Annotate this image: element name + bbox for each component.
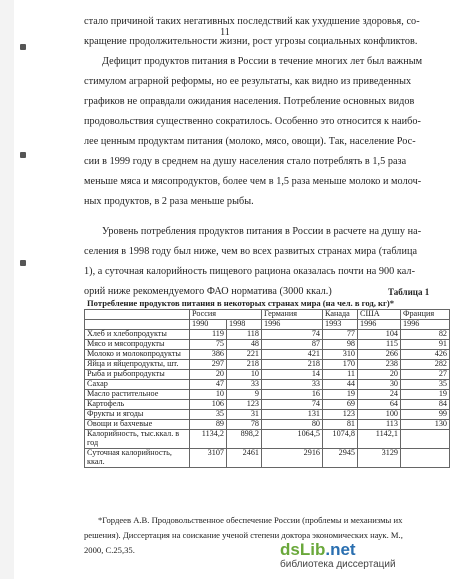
watermark-logo-main: dsLib: [280, 540, 326, 559]
table-cell: 48: [227, 340, 262, 350]
table-cell: 123: [323, 410, 358, 420]
table-cell: 16: [262, 390, 323, 400]
table-header-blank: [85, 310, 190, 320]
footnote-line: решения). Диссертация на соискание ученой степени доктора экономических наук. М.,: [84, 530, 403, 540]
table-row-label: Хлеб и хлебопродукты: [85, 330, 190, 340]
table-cell: 75: [190, 340, 227, 350]
table-cell: 69: [323, 400, 358, 410]
table-row-label: Молоко и молокопродукты: [85, 350, 190, 360]
table-year: 1990: [190, 320, 227, 330]
table-header-row: [85, 310, 450, 320]
table-cell: 84: [401, 400, 450, 410]
paragraph-line: лее ценным продуктам питания (молоко, мясо, овощи). Так, население Рос-: [84, 136, 416, 147]
consumption-table: [84, 309, 450, 468]
paragraph-line: графиков не оправдали ожидания населения. Потребление основных видов: [84, 96, 415, 107]
table-cell: 898,2: [227, 430, 262, 449]
table-cell: 78: [227, 420, 262, 430]
table-cell: 77: [323, 330, 358, 340]
table-cell: 35: [401, 380, 450, 390]
table-cell: 130: [401, 420, 450, 430]
table-row-label: Сахар: [85, 380, 190, 390]
table-cell: 2916: [262, 449, 323, 468]
table-cell: 47: [190, 380, 227, 390]
table-cell: 113: [358, 420, 401, 430]
table-cell: 3129: [358, 449, 401, 468]
watermark-logo-suffix: .net: [325, 540, 356, 559]
table-row-label: Калорийность, тыс.ккал. в год: [85, 430, 190, 449]
table-header-blank: [85, 320, 190, 330]
table-label: Таблица 1: [388, 287, 430, 297]
table-cell: 310: [323, 350, 358, 360]
table-body: [85, 330, 450, 468]
table-year: 1996: [401, 320, 450, 330]
table-cell: 82: [401, 330, 450, 340]
table-cell: 10: [227, 370, 262, 380]
table-cell: 218: [227, 360, 262, 370]
table-cell: 104: [358, 330, 401, 340]
table-cell: 2461: [227, 449, 262, 468]
table-row-label: Масло растительное: [85, 390, 190, 400]
table-caption: Потребление продуктов питания в некоторых странах мира (на чел. в год, кг)*: [87, 298, 395, 308]
footnote-line: 2000, С.25,35.: [84, 545, 135, 555]
paragraph-line: меньше мяса и мясопродуктов, более чем в 1,5 раза меньше молоко и молоч-: [84, 176, 422, 187]
table-cell: 115: [358, 340, 401, 350]
table-header-country: Россия: [190, 310, 262, 320]
paragraph-line: Уровень потребления продуктов питания в России в расчете на душу на-: [102, 226, 422, 237]
table-cell: 89: [190, 420, 227, 430]
table-year: 1996: [262, 320, 323, 330]
table-cell: 3107: [190, 449, 227, 468]
paragraph-line: селения в 1998 году был ниже, чем во всех развитых странах мира (таблица: [84, 246, 418, 257]
table-cell: 20: [358, 370, 401, 380]
table-cell: [401, 449, 450, 468]
table-cell: 24: [358, 390, 401, 400]
table-row: [85, 330, 450, 340]
paragraph-line: сии в 1999 году в среднем на душу населения стало потреблять в 1,5 раза: [84, 156, 407, 167]
table-cell: 1064,5: [262, 430, 323, 449]
paragraph-line: стало причиной таких негативных последствий как ухудшение здоровья, со-: [84, 16, 420, 27]
table-row: [85, 380, 450, 390]
table-cell: 19: [401, 390, 450, 400]
table-cell: 170: [323, 360, 358, 370]
table-cell: 30: [358, 380, 401, 390]
paragraph-line: продовольствия существенно сократилось. Особенно это относится к наибо-: [84, 116, 422, 127]
table-row: [85, 340, 450, 350]
table-row-label: Рыба и рыбопродукты: [85, 370, 190, 380]
table-cell: 99: [401, 410, 450, 420]
table-cell: 35: [190, 410, 227, 420]
paragraph-line: ных продуктов, в 2 раза меньше рыбы.: [84, 196, 254, 207]
table-row: [85, 360, 450, 370]
table-row: [85, 370, 450, 380]
table-year-row: [85, 320, 450, 330]
table-row: [85, 350, 450, 360]
table-row: [85, 420, 450, 430]
table-cell: 119: [190, 330, 227, 340]
table-cell: 426: [401, 350, 450, 360]
table-cell: 44: [323, 380, 358, 390]
table-header-country: Германия: [262, 310, 323, 320]
table-cell: 106: [190, 400, 227, 410]
table-cell: 297: [190, 360, 227, 370]
table-cell: 238: [358, 360, 401, 370]
table-row-label: Суточная калорийность, ккал.: [85, 449, 190, 468]
paragraph-line: Дефицит продуктов питания в России в течение многих лет был важным: [102, 56, 423, 67]
paragraph-line: стимулом аграрной реформы, но ее результаты, как видно из приведенных: [84, 76, 412, 87]
table-cell: 282: [401, 360, 450, 370]
table-header-country: США: [358, 310, 401, 320]
table-year: 1998: [227, 320, 262, 330]
table-cell: 64: [358, 400, 401, 410]
table-cell: 1134,2: [190, 430, 227, 449]
table-cell: 27: [401, 370, 450, 380]
binding-hole-mark: [20, 152, 26, 158]
table-cell: 2945: [323, 449, 358, 468]
table-cell: 100: [358, 410, 401, 420]
table-cell: 118: [227, 330, 262, 340]
table-row: [85, 430, 450, 449]
table-row-label: Картофель: [85, 400, 190, 410]
watermark-logo: [280, 540, 356, 560]
table-cell: 1142,1: [358, 430, 401, 449]
table-cell: 74: [262, 330, 323, 340]
table-cell: 20: [190, 370, 227, 380]
table-cell: 1074,8: [323, 430, 358, 449]
table-cell: 33: [227, 380, 262, 390]
table-year: 1996: [358, 320, 401, 330]
table-cell: 33: [262, 380, 323, 390]
table-year: 1993: [323, 320, 358, 330]
table-cell: 19: [323, 390, 358, 400]
table-cell: 421: [262, 350, 323, 360]
table-cell: 11: [323, 370, 358, 380]
table-cell: 218: [262, 360, 323, 370]
paragraph-line: кращение продолжительности жизни, рост угрозы социальных конфликтов.: [84, 36, 418, 47]
paragraph-line: орий ниже рекомендуемого ФАО норматива (3000 ккал.): [84, 286, 332, 297]
footnote-line: *Гордеев А.В. Продовольственное обеспечение России (проблемы и механизмы их: [98, 515, 403, 525]
table-cell: [401, 430, 450, 449]
table-cell: 221: [227, 350, 262, 360]
table-cell: 91: [401, 340, 450, 350]
table-row-label: Яйца и яйцепродукты, шт.: [85, 360, 190, 370]
binding-hole-mark: [20, 260, 26, 266]
table-header-country: Канада: [323, 310, 358, 320]
watermark: [280, 540, 430, 570]
table-row-label: Овощи и бахчевые: [85, 420, 190, 430]
table-cell: 9: [227, 390, 262, 400]
table-cell: 10: [190, 390, 227, 400]
table-row: [85, 400, 450, 410]
table-cell: 386: [190, 350, 227, 360]
table-cell: 131: [262, 410, 323, 420]
table-cell: 266: [358, 350, 401, 360]
table-cell: 14: [262, 370, 323, 380]
table-cell: 81: [323, 420, 358, 430]
table-row: [85, 410, 450, 420]
table-cell: 98: [323, 340, 358, 350]
watermark-subtitle: библиотека диссертаций: [280, 559, 396, 570]
table-cell: 31: [227, 410, 262, 420]
table-header-country: Франция: [401, 310, 450, 320]
table-row: [85, 449, 450, 468]
binding-hole-mark: [20, 44, 26, 50]
paragraph-line: 1), а суточная калорийность пищевого рациона оказалась почти на 900 кал-: [84, 266, 416, 277]
table-cell: 80: [262, 420, 323, 430]
table-row-label: Фрукты и ягоды: [85, 410, 190, 420]
page-number: 11: [220, 27, 230, 38]
table-cell: 87: [262, 340, 323, 350]
table-row: [85, 390, 450, 400]
table-cell: 123: [227, 400, 262, 410]
table-cell: 74: [262, 400, 323, 410]
table-row-label: Мясо и мясопродукты: [85, 340, 190, 350]
